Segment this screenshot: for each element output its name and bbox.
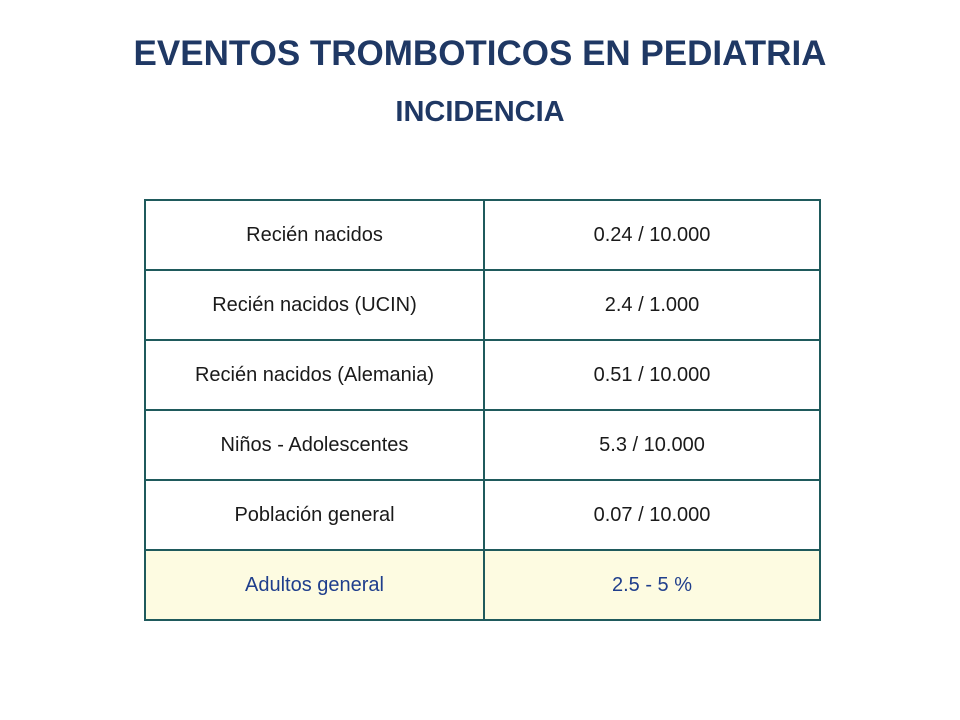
population-cell: Recién nacidos (Alemania) — [145, 340, 484, 410]
incidence-cell: 2.5 - 5 % — [484, 550, 820, 620]
table-row — [145, 340, 820, 410]
table-row — [145, 200, 820, 270]
incidence-cell: 2.4 / 1.000 — [484, 270, 820, 340]
population-cell: Niños - Adolescentes — [145, 410, 484, 480]
incidence-cell: 0.24 / 10.000 — [484, 200, 820, 270]
incidence-cell: 0.51 / 10.000 — [484, 340, 820, 410]
incidence-cell: 0.07 / 10.000 — [484, 480, 820, 550]
table-row-highlighted — [145, 550, 820, 620]
table-row — [145, 270, 820, 340]
population-cell: Adultos general — [145, 550, 484, 620]
incidence-cell: 5.3 / 10.000 — [484, 410, 820, 480]
table-row — [145, 410, 820, 480]
slide-subtitle: INCIDENCIA — [395, 96, 565, 128]
table-row — [145, 480, 820, 550]
population-cell: Recién nacidos — [145, 200, 484, 270]
population-cell: Población general — [145, 480, 484, 550]
incidence-table — [144, 199, 821, 621]
population-cell: Recién nacidos (UCIN) — [145, 270, 484, 340]
slide-title: EVENTOS TROMBOTICOS EN PEDIATRIA — [133, 34, 827, 73]
